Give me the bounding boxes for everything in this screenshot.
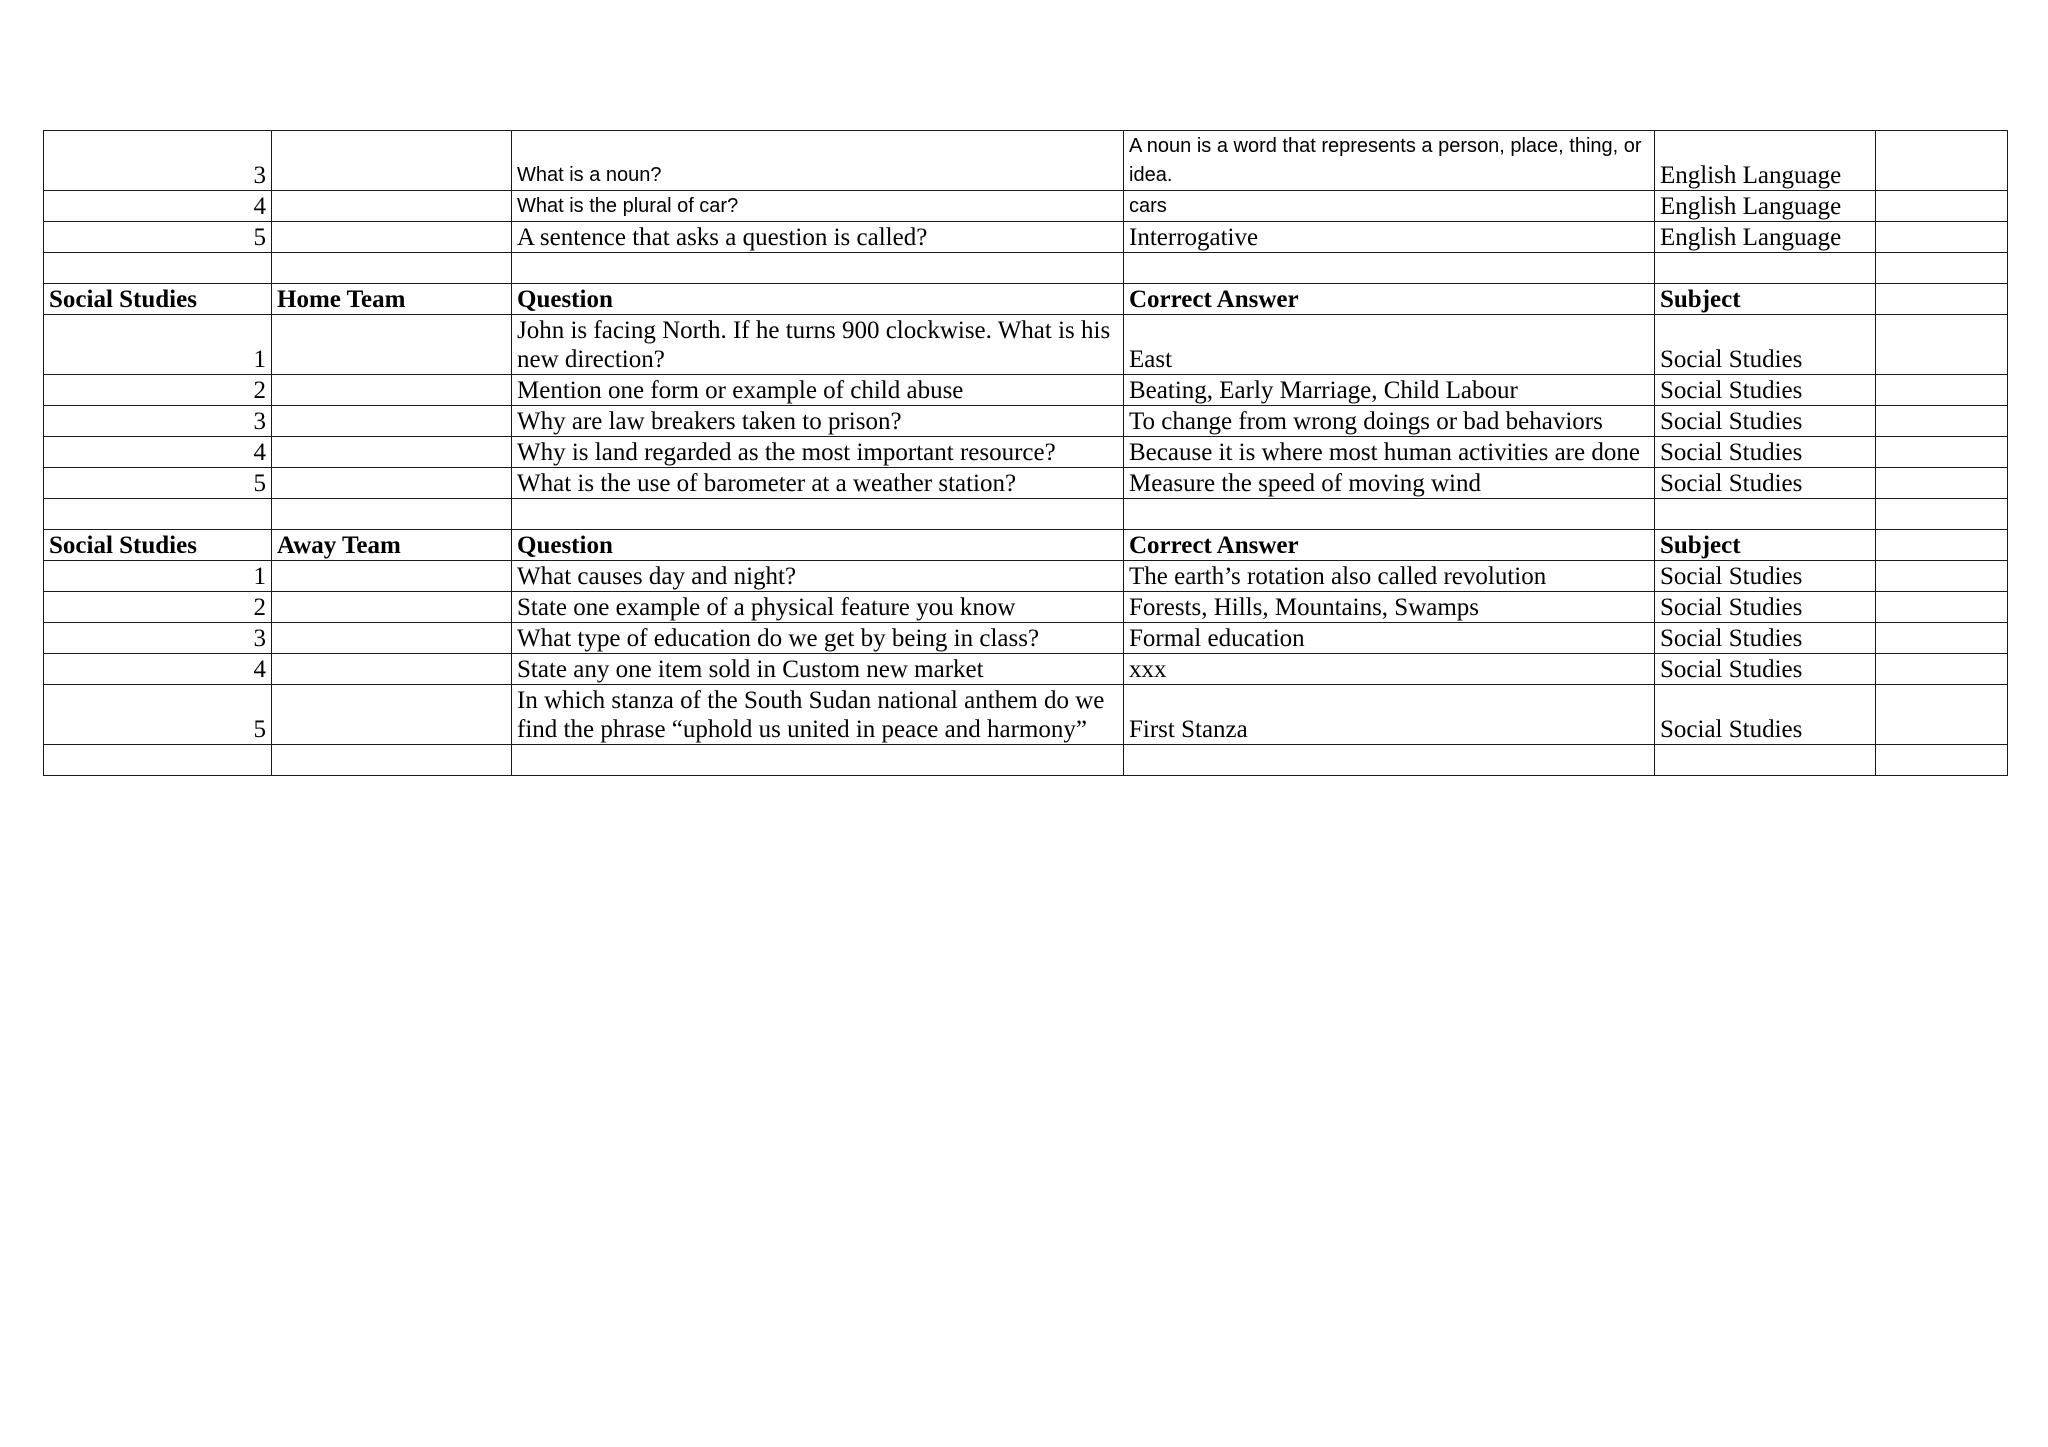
team-cell[interactable]	[272, 561, 512, 592]
empty-cell[interactable]	[1876, 745, 2008, 776]
question-cell[interactable]: What type of education do we get by being in class?	[512, 623, 1124, 654]
team-cell[interactable]	[272, 685, 512, 745]
empty-cell[interactable]	[1876, 284, 2008, 315]
team-cell[interactable]	[272, 468, 512, 499]
row-number-cell[interactable]: 3	[44, 623, 272, 654]
team-header-cell[interactable]: Home Team	[272, 284, 512, 315]
question-cell[interactable]: State any one item sold in Custom new market	[512, 654, 1124, 685]
question-cell[interactable]: In which stanza of the South Sudan national anthem do we find the phrase “uphold us united in peace and harmony”	[512, 685, 1124, 745]
question-cell[interactable]: State one example of a physical feature you know	[512, 592, 1124, 623]
empty-cell[interactable]	[44, 253, 272, 284]
table-row	[44, 592, 2008, 623]
team-cell[interactable]	[272, 131, 512, 191]
question-cell[interactable]: Why is land regarded as the most important resource?	[512, 437, 1124, 468]
empty-cell[interactable]	[1876, 437, 2008, 468]
subject-cell[interactable]: Social Studies	[1655, 315, 1876, 375]
subject-cell[interactable]: Social Studies	[1655, 561, 1876, 592]
question-cell[interactable]: What is a noun?	[512, 131, 1124, 191]
answer-cell[interactable]: To change from wrong doings or bad behaviors	[1124, 406, 1655, 437]
row-number-cell[interactable]: 1	[44, 315, 272, 375]
empty-cell[interactable]	[1876, 191, 2008, 222]
table-row	[44, 685, 2008, 745]
answer-cell[interactable]: Measure the speed of moving wind	[1124, 468, 1655, 499]
question-cell[interactable]: Mention one form or example of child abuse	[512, 375, 1124, 406]
empty-cell[interactable]	[1876, 623, 2008, 654]
team-cell[interactable]	[272, 592, 512, 623]
question-cell[interactable]: What causes day and night?	[512, 561, 1124, 592]
answer-cell[interactable]: Formal education	[1124, 623, 1655, 654]
team-cell[interactable]	[272, 191, 512, 222]
question-cell[interactable]: What is the use of barometer at a weather station?	[512, 468, 1124, 499]
table-row	[44, 468, 2008, 499]
empty-cell[interactable]	[512, 745, 1124, 776]
section-header-cell[interactable]: Social Studies	[44, 530, 272, 561]
table-row	[44, 654, 2008, 685]
empty-cell[interactable]	[1876, 131, 2008, 191]
blank-row	[44, 253, 2008, 284]
subject-header-cell[interactable]: Subject	[1655, 530, 1876, 561]
home-team-header-row	[44, 284, 2008, 315]
empty-cell[interactable]	[1876, 654, 2008, 685]
subject-cell[interactable]: English Language	[1655, 131, 1876, 191]
team-cell[interactable]	[272, 375, 512, 406]
answer-cell[interactable]: Forests, Hills, Mountains, Swamps	[1124, 592, 1655, 623]
question-header-cell[interactable]: Question	[512, 284, 1124, 315]
answer-cell[interactable]: cars	[1124, 191, 1655, 222]
empty-cell[interactable]	[1876, 592, 2008, 623]
empty-cell[interactable]	[512, 499, 1124, 530]
table-row	[44, 375, 2008, 406]
empty-cell[interactable]	[272, 499, 512, 530]
row-number-cell[interactable]: 3	[44, 131, 272, 191]
subject-cell[interactable]: Social Studies	[1655, 592, 1876, 623]
row-number-cell[interactable]: 5	[44, 685, 272, 745]
row-number-cell[interactable]: 1	[44, 561, 272, 592]
section-header-cell[interactable]: Social Studies	[44, 284, 272, 315]
team-cell[interactable]	[272, 437, 512, 468]
row-number-cell[interactable]: 2	[44, 375, 272, 406]
answer-cell[interactable]: Interrogative	[1124, 222, 1655, 253]
subject-cell[interactable]: Social Studies	[1655, 468, 1876, 499]
empty-cell[interactable]	[1876, 561, 2008, 592]
team-cell[interactable]	[272, 623, 512, 654]
table-row	[44, 222, 2008, 253]
empty-cell[interactable]	[44, 499, 272, 530]
question-cell[interactable]: A sentence that asks a question is called?	[512, 222, 1124, 253]
empty-cell[interactable]	[272, 253, 512, 284]
table-row	[44, 437, 2008, 468]
table-row	[44, 406, 2008, 437]
empty-cell[interactable]	[1124, 499, 1655, 530]
answer-cell[interactable]: Because it is where most human activities are done	[1124, 437, 1655, 468]
empty-cell[interactable]	[272, 745, 512, 776]
empty-cell[interactable]	[1876, 468, 2008, 499]
table-row	[44, 191, 2008, 222]
row-number-cell[interactable]: 2	[44, 592, 272, 623]
row-number-cell[interactable]: 4	[44, 191, 272, 222]
empty-cell[interactable]	[512, 253, 1124, 284]
row-number-cell[interactable]: 4	[44, 654, 272, 685]
row-number-cell[interactable]: 5	[44, 222, 272, 253]
subject-cell[interactable]: Social Studies	[1655, 406, 1876, 437]
question-cell[interactable]: Why are law breakers taken to prison?	[512, 406, 1124, 437]
answer-cell[interactable]: A noun is a word that represents a person, place, thing, or idea.	[1124, 131, 1655, 191]
row-number-cell[interactable]: 4	[44, 437, 272, 468]
row-number-cell[interactable]: 3	[44, 406, 272, 437]
row-number-cell[interactable]: 5	[44, 468, 272, 499]
empty-cell[interactable]	[1876, 315, 2008, 375]
table-row	[44, 623, 2008, 654]
question-header-cell[interactable]: Question	[512, 530, 1124, 561]
question-cell[interactable]: John is facing North. If he turns 900 clockwise. What is his new direction?	[512, 315, 1124, 375]
empty-cell[interactable]	[1655, 253, 1876, 284]
answer-cell[interactable]: xxx	[1124, 654, 1655, 685]
answer-cell[interactable]: First Stanza	[1124, 685, 1655, 745]
subject-header-cell[interactable]: Subject	[1655, 284, 1876, 315]
answer-header-cell[interactable]: Correct Answer	[1124, 284, 1655, 315]
table-row	[44, 131, 2008, 191]
empty-cell[interactable]	[1655, 499, 1876, 530]
team-cell[interactable]	[272, 222, 512, 253]
answer-header-cell[interactable]: Correct Answer	[1124, 530, 1655, 561]
team-header-cell[interactable]: Away Team	[272, 530, 512, 561]
question-cell[interactable]: What is the plural of car?	[512, 191, 1124, 222]
team-cell[interactable]	[272, 315, 512, 375]
subject-cell[interactable]: Social Studies	[1655, 654, 1876, 685]
empty-cell[interactable]	[44, 745, 272, 776]
empty-cell[interactable]	[1876, 499, 2008, 530]
table-row	[44, 561, 2008, 592]
quiz-table	[43, 130, 2008, 776]
subject-cell[interactable]: Social Studies	[1655, 685, 1876, 745]
empty-cell[interactable]	[1876, 222, 2008, 253]
blank-row	[44, 745, 2008, 776]
subject-cell[interactable]: Social Studies	[1655, 437, 1876, 468]
empty-cell[interactable]	[1876, 530, 2008, 561]
subject-cell[interactable]: English Language	[1655, 191, 1876, 222]
empty-cell[interactable]	[1876, 685, 2008, 745]
empty-cell[interactable]	[1124, 745, 1655, 776]
away-team-header-row	[44, 530, 2008, 561]
empty-cell[interactable]	[1124, 253, 1655, 284]
empty-cell[interactable]	[1876, 253, 2008, 284]
empty-cell[interactable]	[1876, 406, 2008, 437]
blank-row	[44, 499, 2008, 530]
answer-cell[interactable]: East	[1124, 315, 1655, 375]
team-cell[interactable]	[272, 654, 512, 685]
empty-cell[interactable]	[1655, 745, 1876, 776]
subject-cell[interactable]: Social Studies	[1655, 623, 1876, 654]
answer-cell[interactable]: Beating, Early Marriage, Child Labour	[1124, 375, 1655, 406]
table-row	[44, 315, 2008, 375]
answer-cell[interactable]: The earth’s rotation also called revolution	[1124, 561, 1655, 592]
team-cell[interactable]	[272, 406, 512, 437]
subject-cell[interactable]: Social Studies	[1655, 375, 1876, 406]
empty-cell[interactable]	[1876, 375, 2008, 406]
subject-cell[interactable]: English Language	[1655, 222, 1876, 253]
